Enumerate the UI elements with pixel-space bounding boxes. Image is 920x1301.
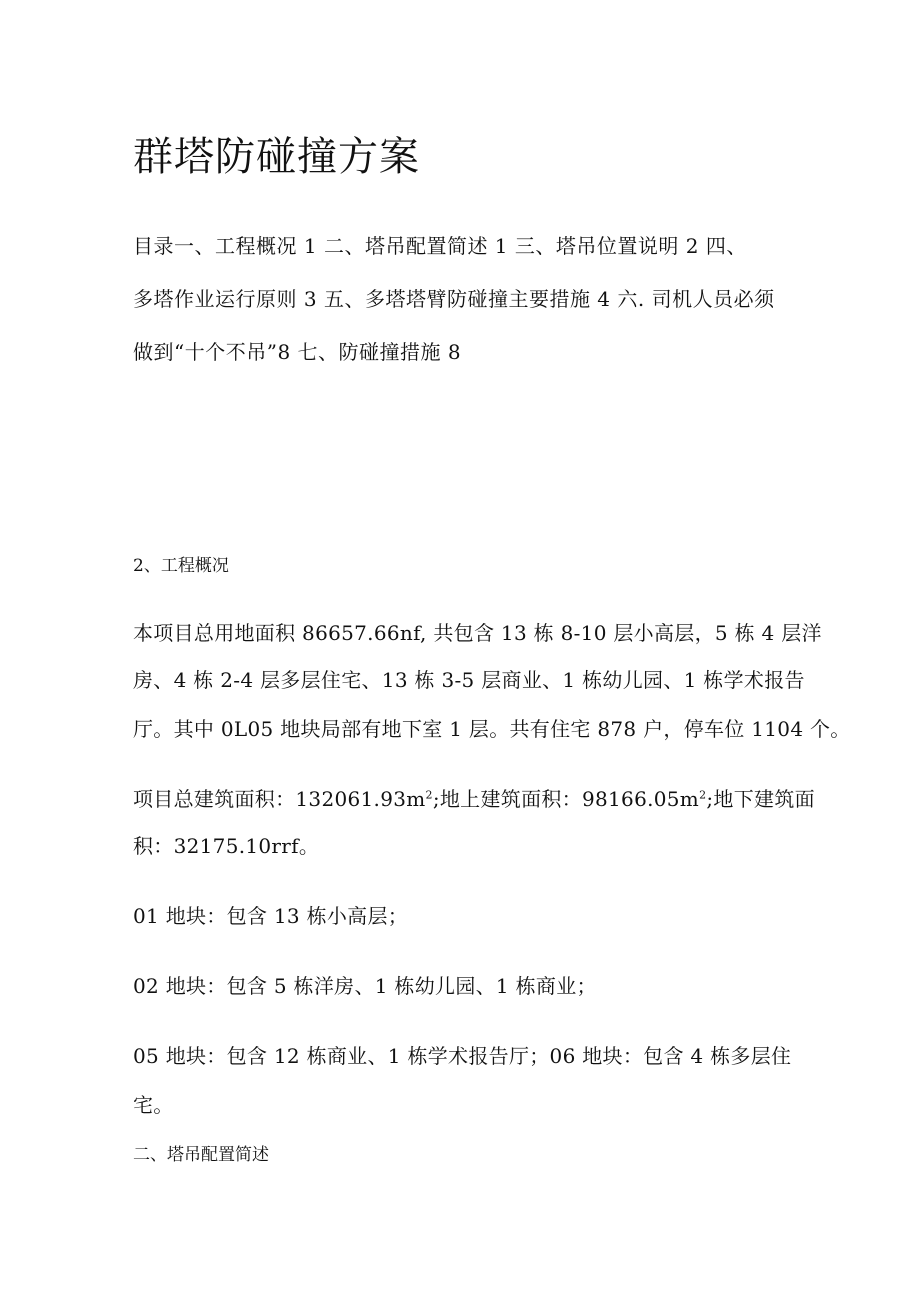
area-unit-sup: 2: [699, 788, 707, 802]
toc-line-3: 做到“十个不吊”8 七、防碰撞措施 8: [133, 340, 462, 364]
area-total: 项目总建筑面积：132061.93m: [133, 787, 426, 811]
plot-02: 02 地块：包含 5 栋洋房、1 栋幼儿园、1 栋商业；: [133, 974, 597, 998]
plot-05-06-cont: 宅。: [133, 1093, 174, 1117]
section-heading-overview: 2、工程概况: [133, 556, 229, 576]
toc-line-2: 多塔作业运行原则 3 五、多塔塔臂防碰撞主要措施 4 六. 司机人员必须: [133, 287, 775, 311]
plot-05-06: 05 地块：包含 12 栋商业、1 栋学术报告厅；06 地块：包含 4 栋多层住: [133, 1044, 792, 1068]
area-line-1: [133, 783, 815, 812]
overview-line-2: 房、4 栋 2-4 层多层住宅、13 栋 3-5 层商业、1 栋幼儿园、1 栋学术报告: [133, 668, 805, 692]
area-unit-sup: 2: [425, 788, 433, 802]
overview-line-3: 厅。其中 0L05 地块局部有地下室 1 层。共有住宅 878 户，停车位 1104 个。: [133, 717, 851, 741]
section-heading-crane-config: 二、塔吊配置简述: [133, 1145, 269, 1165]
document-title: 群塔防碰撞方案: [133, 134, 420, 180]
area-above: ;地上建筑面积：98166.05m: [432, 787, 700, 811]
plot-01: 01 地块：包含 13 栋小高层；: [133, 904, 409, 928]
area-below-label: ;地下建筑面: [706, 787, 815, 811]
overview-line-1: 本项目总用地面积 86657.66nf, 共包含 13 栋 8-10 层小高层，5 栋 4 层洋: [133, 621, 822, 645]
area-line-2: 积：32175.10rrf。: [133, 834, 320, 858]
toc-line-1: 目录一、工程概况 1 二、塔吊配置简述 1 三、塔吊位置说明 2 四、: [133, 234, 747, 258]
